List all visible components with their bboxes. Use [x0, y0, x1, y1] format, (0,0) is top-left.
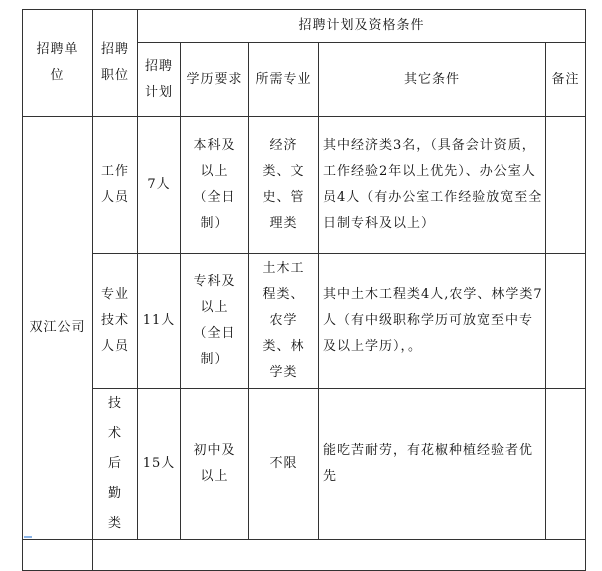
- header-remarks: 备注: [546, 43, 586, 117]
- row-position: [93, 254, 138, 389]
- empty-cell: [93, 540, 586, 571]
- row-remarks: [546, 389, 586, 540]
- empty-cell: [23, 540, 93, 571]
- row-count: 7人: [138, 117, 181, 254]
- row-education-text: 专科及以上（全日制）: [193, 274, 236, 367]
- header-other: 其它条件: [319, 43, 546, 117]
- row-education: [181, 117, 249, 254]
- header-major: 所需专业: [249, 43, 319, 117]
- row-education: [181, 254, 249, 389]
- row-other: 能吃苦耐劳，有花椒种植经验者优先: [319, 389, 546, 540]
- recruitment-table: [22, 9, 586, 571]
- row-count: 11人: [138, 254, 181, 389]
- header-unit-text: 招聘单位: [36, 42, 79, 83]
- row-education-text: 初中及以上: [193, 443, 236, 484]
- row-position: [93, 389, 138, 540]
- row-other: 其中土木工程类4人,农学、林学类7人（有中级职称学历可放宽至中专及以上学历），。: [319, 254, 546, 389]
- row-position: [93, 117, 138, 254]
- row-major-text: 经济类、文史、管理类: [262, 138, 305, 231]
- row-other: 其中经济类3名，（具备会计资质，工作经验2年以上优先）、办公室人员4人（有办公室工作经验放宽至全日制专科及以上）: [319, 117, 546, 254]
- header-count-text: 招聘计划: [144, 58, 173, 100]
- cursor-marker: [24, 536, 32, 538]
- row-position-text: 专业技术人员: [100, 287, 129, 354]
- company-cell: 双江公司: [23, 117, 93, 540]
- empty-row: [23, 540, 586, 571]
- header-row-1: [23, 10, 586, 43]
- row-major: [249, 117, 319, 254]
- row-education: [181, 389, 249, 540]
- header-unit: [23, 10, 93, 117]
- row-remarks: [546, 117, 586, 254]
- row-count: 15人: [138, 389, 181, 540]
- row-remarks: [546, 254, 586, 389]
- header-education: 学历要求: [181, 43, 249, 117]
- header-plan-group: 招聘计划及资格条件: [138, 10, 586, 43]
- row-major: 不限: [249, 389, 319, 540]
- table-row: [23, 389, 586, 540]
- row-major-text: 土木工程类、农学类、林学类: [262, 261, 305, 380]
- header-count: [138, 43, 181, 117]
- table-row: [23, 254, 586, 389]
- header-position-text: 招聘职位: [100, 42, 129, 83]
- table-row: [23, 117, 586, 254]
- header-position: [93, 10, 138, 117]
- row-position-text: 技术后勤类: [107, 396, 122, 531]
- row-education-text: 本科及以上（全日制）: [193, 138, 236, 231]
- row-major: [249, 254, 319, 389]
- row-position-text: 工作人员: [100, 164, 129, 205]
